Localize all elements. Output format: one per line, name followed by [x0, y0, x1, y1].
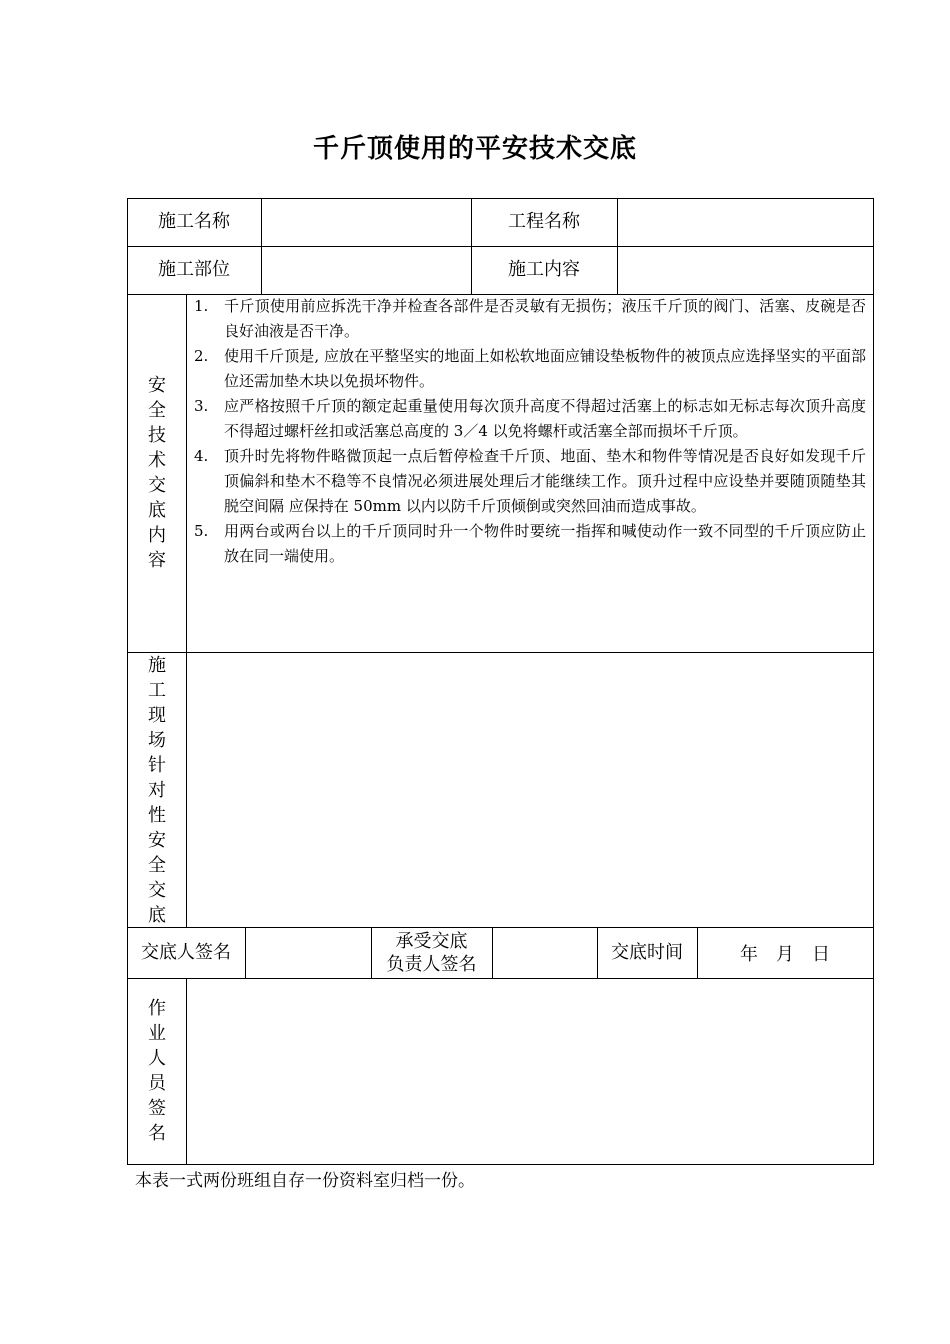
site-section-content[interactable]	[187, 653, 873, 927]
footer-note: 本表一式两份班组自存一份资料室归档一份。	[135, 1171, 475, 1191]
construction-name-label: 施工名称	[158, 211, 230, 233]
construction-content-label: 施工内容	[508, 259, 580, 281]
month-label: 月	[776, 943, 794, 965]
briefer-signature-label: 交底人签名	[141, 941, 231, 963]
list-item: 3. 应严格按照千斤顶的额定起重量使用每次顶升高度不得超过活塞上的标志如无标志每次顶升高度不得超过螺杆丝扣或活塞总高度的 3／4 以免将螺杆或活塞全部而损坏千斤顶。	[194, 397, 866, 440]
list-item: 2. 使用千斤顶是, 应放在平整坚实的地面上如松软地面应铺设垫板物件的被顶点应选择坚实的平面部位还需加垫木块以免损坏物件。	[194, 347, 866, 390]
safety-section-label: 安全技术交底内容	[148, 375, 166, 571]
list-item: 4. 顶升时先将物件略微顶起一点后暂停检查千斤顶、地面、垫木和物件等情况是否良好如发现千斤顶偏斜和垫木不稳等不良情况必须进展处理后才能继续工作。顶升过程中应设垫并要随顶随垫其脱空间隔 应保持在 50mm 以内以防千斤顶倾倒或突然回油而造成事故。	[194, 447, 866, 515]
worker-signature-area[interactable]	[187, 979, 873, 1164]
receiver-label-line1: 承受交底	[395, 930, 468, 952]
day-label: 日	[812, 943, 830, 965]
briefer-signature-field[interactable]	[246, 927, 371, 978]
receiver-label-line2: 负责人签名	[386, 953, 477, 975]
brief-date-field[interactable]	[697, 927, 873, 978]
construction-content-field[interactable]	[618, 246, 873, 294]
worker-section-label: 作业人员签名	[148, 998, 166, 1144]
construction-part-field[interactable]	[262, 246, 471, 294]
project-name-label: 工程名称	[508, 211, 580, 233]
year-label: 年	[740, 943, 758, 965]
list-item: 5. 用两台或两台以上的千斤顶同时升一个物件时要统一指挥和喊使动作一致不同型的千斤顶应防止放在同一端使用。	[194, 522, 866, 565]
construction-part-label: 施工部位	[158, 259, 230, 281]
list-item: 1. 千斤顶使用前应拆洗干净并检查各部件是否灵敏有无损伤；液压千斤顶的阀门、活塞、皮碗是否良好油液是否干净。	[194, 297, 866, 340]
site-section-label: 施工现场针对性安全交底	[148, 655, 166, 926]
receiver-signature-field[interactable]	[493, 927, 597, 978]
safety-items-list	[190, 294, 866, 569]
construction-name-field[interactable]	[262, 198, 471, 246]
brief-time-label: 交底时间	[611, 941, 683, 963]
project-name-field[interactable]	[618, 198, 873, 246]
receiver-signature-label	[371, 927, 492, 978]
document-title: 千斤顶使用的平安技术交底	[312, 134, 637, 164]
